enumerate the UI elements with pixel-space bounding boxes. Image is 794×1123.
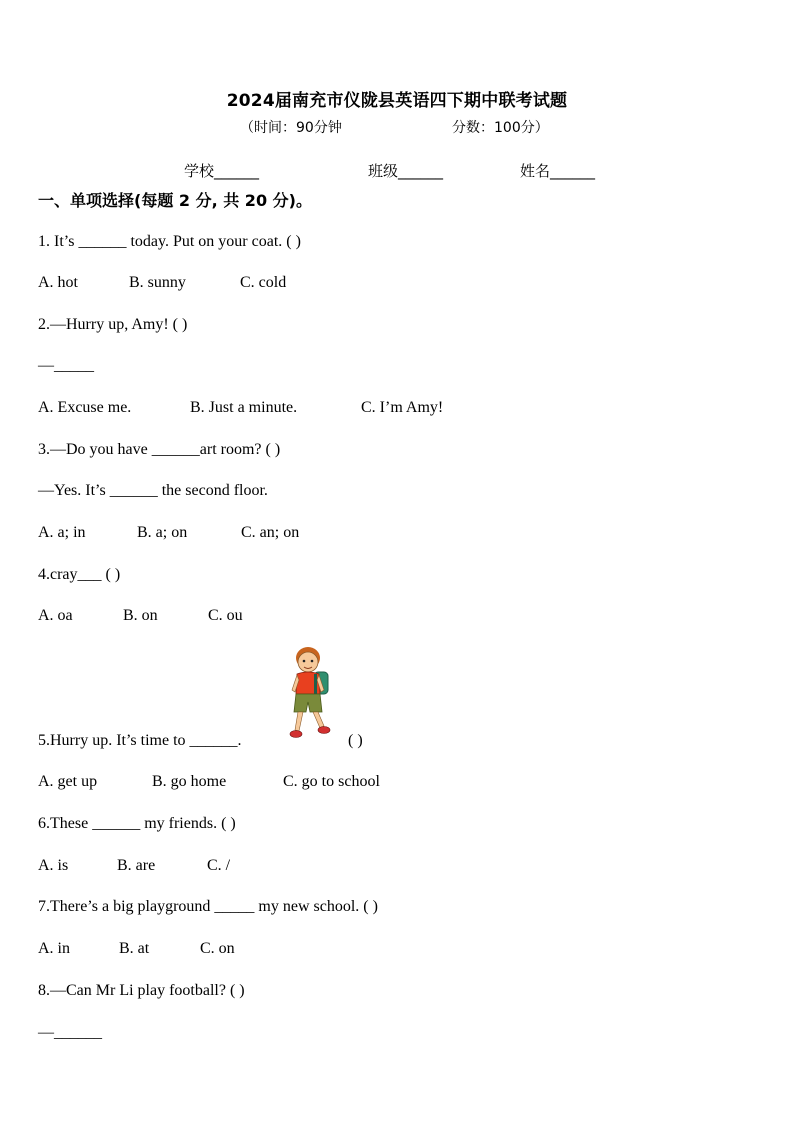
question-2: 2.—Hurry up, Amy! ( ): [38, 316, 188, 333]
question-5: 5.Hurry up. It’s time to ______.: [38, 732, 242, 749]
question-1: 1. It’s ______ today. Put on your coat. ( ): [38, 233, 301, 250]
q5-option-c: C. go to school: [283, 773, 380, 790]
q7-option-c: C. on: [200, 940, 235, 957]
page-title: 2024届南充市仪陇县英语四下期中联考试题: [226, 91, 568, 111]
q4-option-b: B. on: [123, 607, 158, 624]
question-7: 7.There’s a big playground _____ my new school. ( ): [38, 898, 378, 915]
q3-option-a: A. a; in: [38, 524, 86, 541]
q5-answer-paren: ( ): [348, 732, 363, 749]
q2-option-b: B. Just a minute.: [190, 399, 298, 416]
q8-answer-line: —______: [38, 1024, 102, 1041]
q5-option-a: A. get up: [38, 773, 98, 790]
q5-option-b: B. go home: [152, 773, 227, 790]
exam-score: 分数：100分）: [452, 120, 549, 136]
q2-answer-line: —_____: [38, 357, 94, 374]
q6-option-b: B. are: [117, 857, 156, 874]
q2-option-c: C. I’m Amy!: [361, 399, 444, 416]
q4-option-a: A. oa: [38, 607, 73, 624]
question-6: 6.These ______ my friends. ( ): [38, 815, 236, 832]
question-3: 3.—Do you have ______art room? ( ): [38, 441, 281, 458]
schoolboy-with-backpack-icon: [284, 644, 336, 744]
q1-option-c: C. cold: [240, 274, 287, 291]
section-heading: 一、单项选择(每题 2 分, 共 20 分)。: [38, 191, 312, 210]
class-field: 班级______: [368, 162, 444, 180]
q1-option-b: B. sunny: [129, 274, 186, 291]
q6-option-c: C. /: [207, 857, 231, 874]
q2-option-a: A. Excuse me.: [38, 399, 132, 416]
name-field: 姓名______: [520, 162, 596, 180]
q3-answer-line: —Yes. It’s ______ the second floor.: [38, 482, 268, 499]
q6-option-a: A. is: [38, 857, 69, 874]
q4-option-c: C. ou: [208, 607, 243, 624]
question-8: 8.—Can Mr Li play football? ( ): [38, 982, 245, 999]
q3-option-b: B. a; on: [137, 524, 188, 541]
school-field: 学校______: [184, 162, 260, 180]
q3-option-c: C. an; on: [241, 524, 300, 541]
q7-option-b: B. at: [119, 940, 150, 957]
exam-time: （时间：90分钟: [240, 120, 342, 136]
q1-option-a: A. hot: [38, 274, 78, 291]
q7-option-a: A. in: [38, 940, 70, 957]
question-4: 4.cray___ ( ): [38, 566, 121, 583]
